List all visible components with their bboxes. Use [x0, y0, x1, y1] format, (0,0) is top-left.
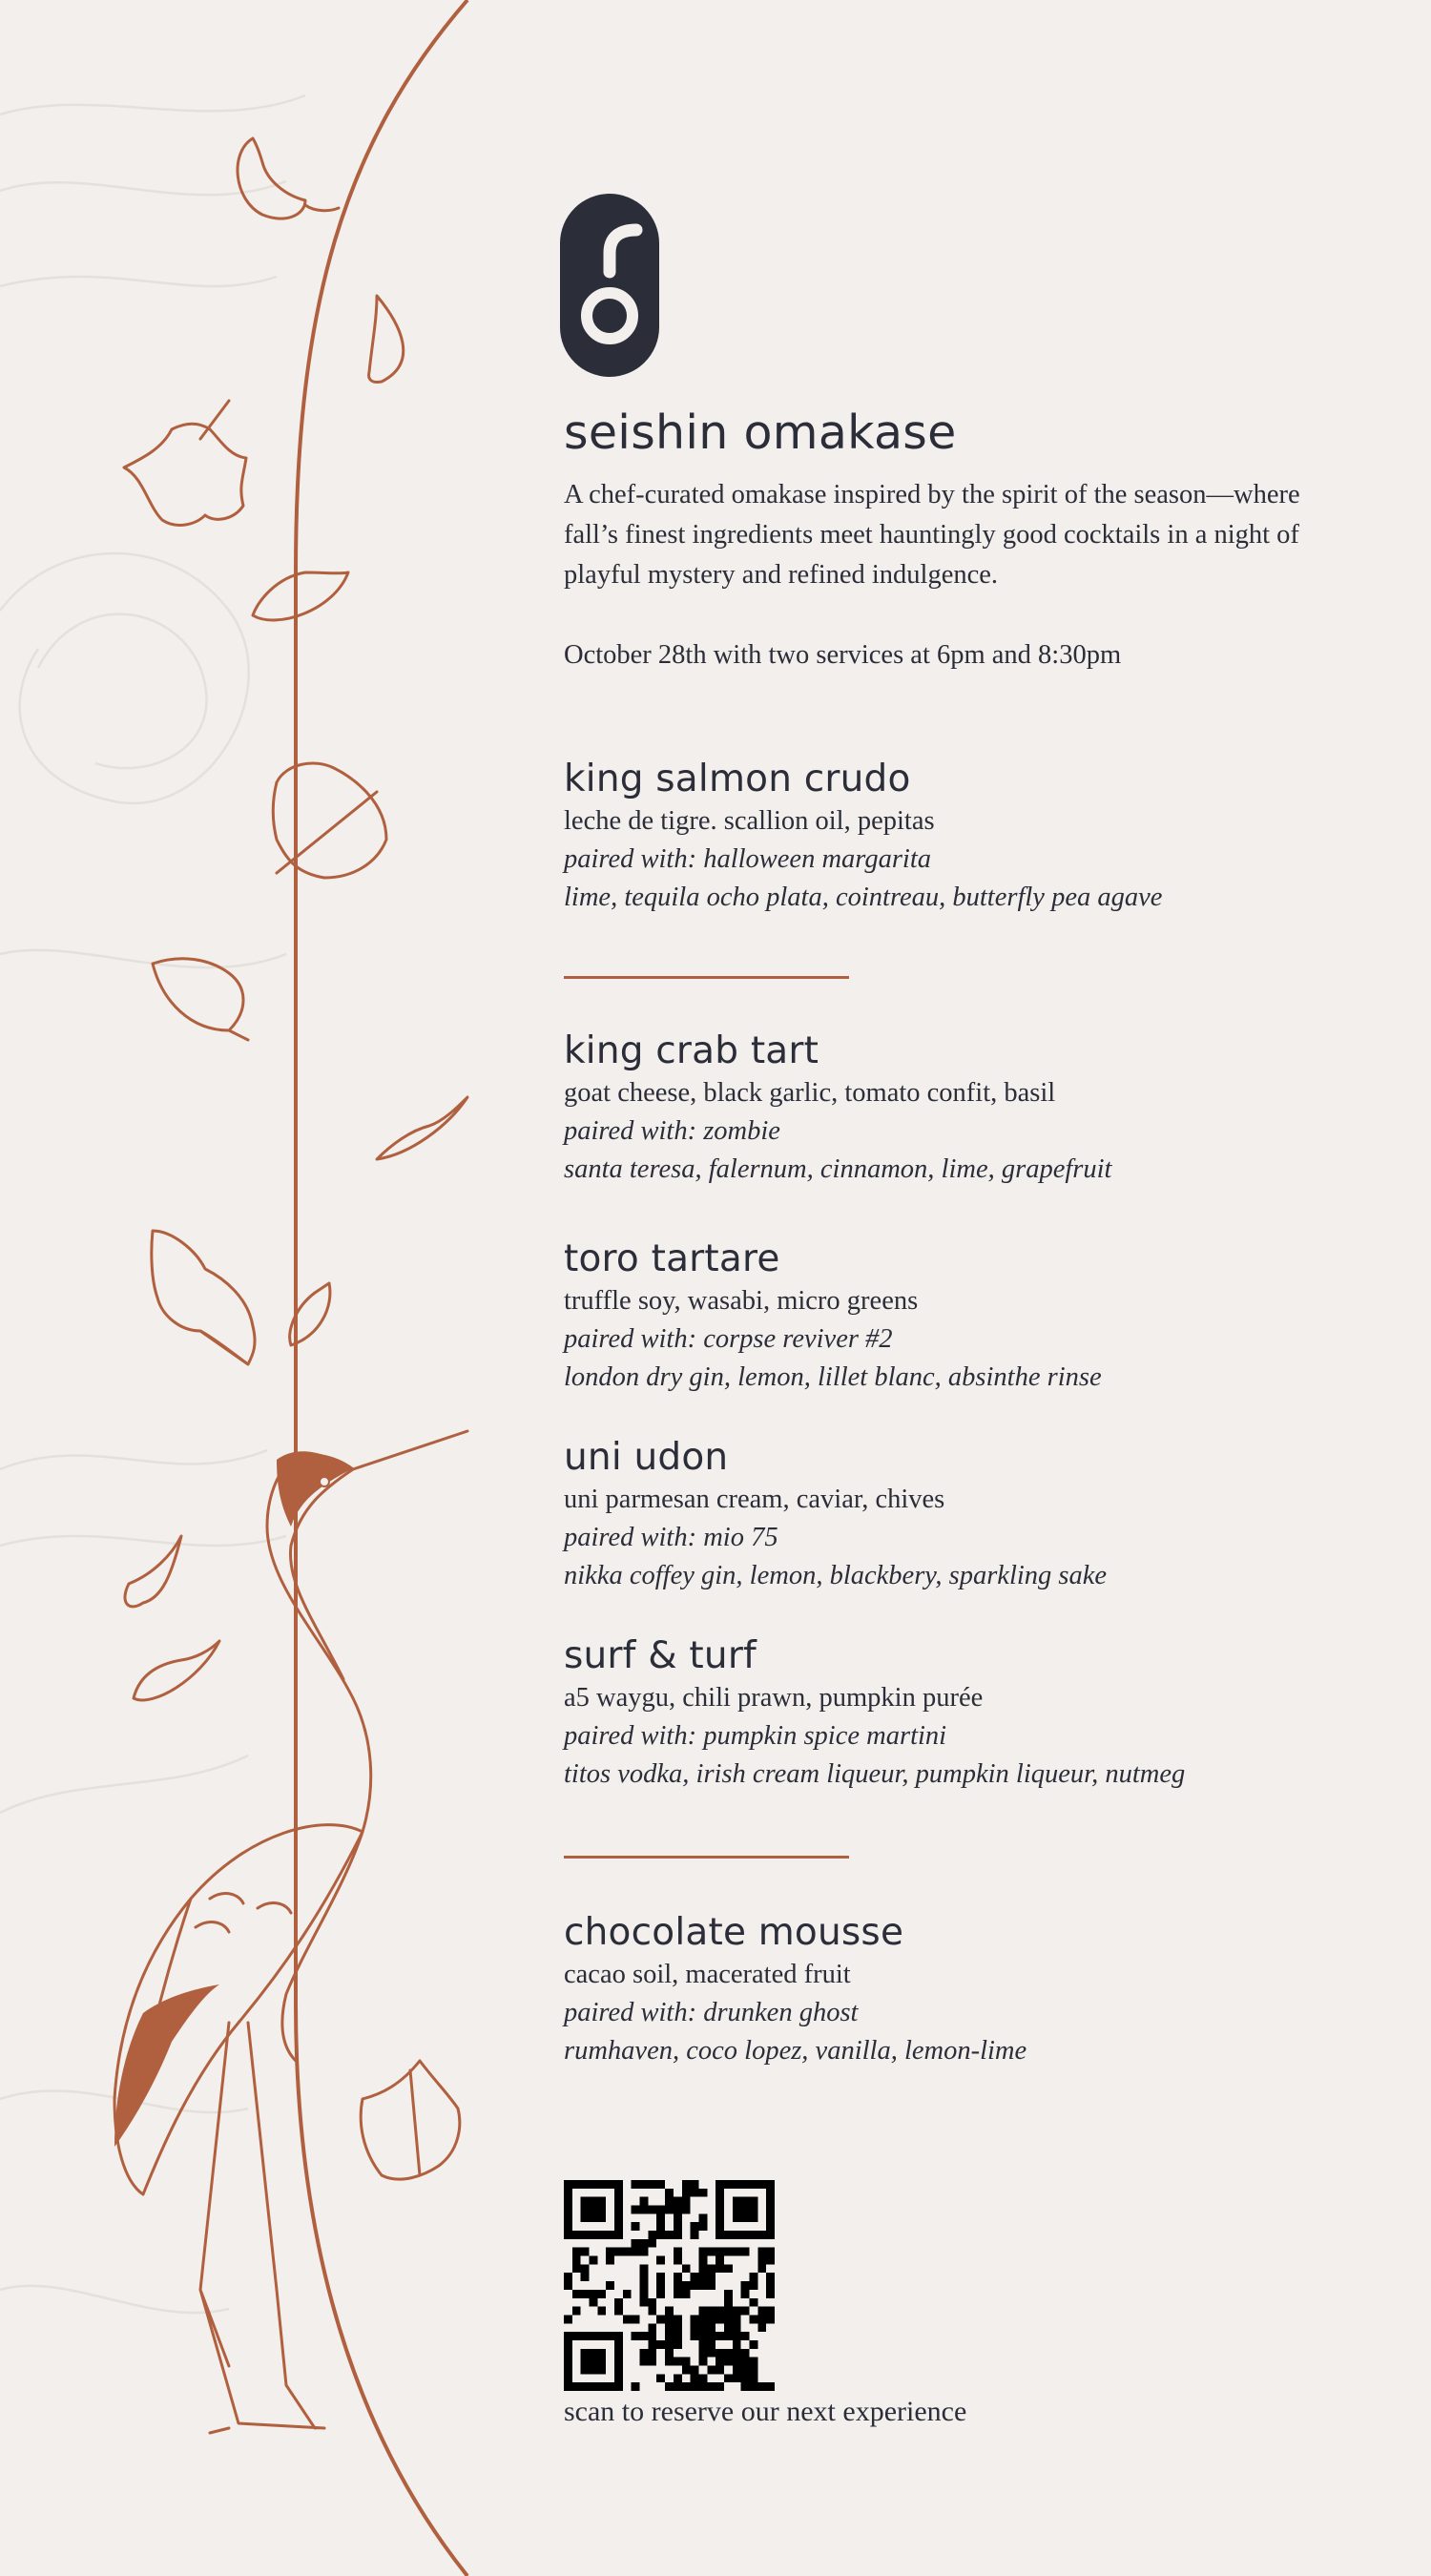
reservation-qr-code[interactable] — [564, 2180, 775, 2391]
cocktail-ingredients: london dry gin, lemon, lillet blanc, absinthe rinse — [564, 1362, 1102, 1392]
course-pairing: paired with: pumpkin spice martini — [564, 1721, 947, 1751]
course-pairing: paired with: drunken ghost — [564, 1998, 859, 2027]
course-uni-udon — [564, 1435, 1384, 1595]
section-divider — [564, 1856, 849, 1859]
event-date: October 28th with two services at 6pm and 8:30pm — [564, 640, 1122, 670]
course-description: goat cheese, black garlic, tomato confit, basil — [564, 1078, 1056, 1108]
course-description: leche de tigre. scallion oil, pepitas — [564, 806, 935, 836]
course-title: surf & turf — [564, 1634, 757, 1677]
course-king-salmon-crudo — [564, 757, 1384, 917]
course-toro-tartare — [564, 1236, 1384, 1397]
page-title: seishin omakase — [564, 405, 957, 460]
course-pairing: paired with: mio 75 — [564, 1523, 778, 1552]
course-description: uni parmesan cream, caviar, chives — [564, 1485, 945, 1514]
cocktail-ingredients: lime, tequila ocho plata, cointreau, butterfly pea agave — [564, 883, 1163, 912]
intro-text: A chef-curated omakase inspired by the spirit of the season—where fall’s finest ingredients meet hauntingly good cocktails in a night of playful mystery and refined indulgence. — [564, 480, 1300, 590]
course-title: king salmon crudo — [564, 758, 911, 800]
course-pairing: paired with: corpse reviver #2 — [564, 1324, 893, 1354]
brand-logo — [560, 194, 659, 377]
course-description: cacao soil, macerated fruit — [564, 1960, 851, 1989]
course-title: chocolate mousse — [564, 1911, 904, 1954]
course-title: toro tartare — [564, 1237, 780, 1280]
cocktail-ingredients: santa teresa, falernum, cinnamon, lime, grapefruit — [564, 1154, 1112, 1184]
course-description: a5 waygu, chili prawn, pumpkin purée — [564, 1683, 984, 1713]
cocktail-ingredients: titos vodka, irish cream liqueur, pumpkin liqueur, nutmeg — [564, 1759, 1186, 1789]
course-pairing: paired with: zombie — [564, 1116, 780, 1146]
course-description: truffle soy, wasabi, micro greens — [564, 1286, 919, 1316]
qr-caption: scan to reserve our next experience — [564, 2396, 967, 2427]
section-divider — [564, 976, 849, 979]
course-pairing: paired with: halloween margarita — [564, 844, 932, 874]
course-title: uni udon — [564, 1436, 729, 1479]
course-title: king crab tart — [564, 1029, 819, 1072]
cocktail-ingredients: rumhaven, coco lopez, vanilla, lemon-lime — [564, 2036, 1027, 2066]
course-king-crab-tart — [564, 1028, 1384, 1189]
cocktail-ingredients: nikka coffey gin, lemon, blackbery, sparkling sake — [564, 1561, 1108, 1590]
course-chocolate-mousse — [564, 1910, 1384, 2070]
course-surf-and-turf — [564, 1633, 1384, 1794]
